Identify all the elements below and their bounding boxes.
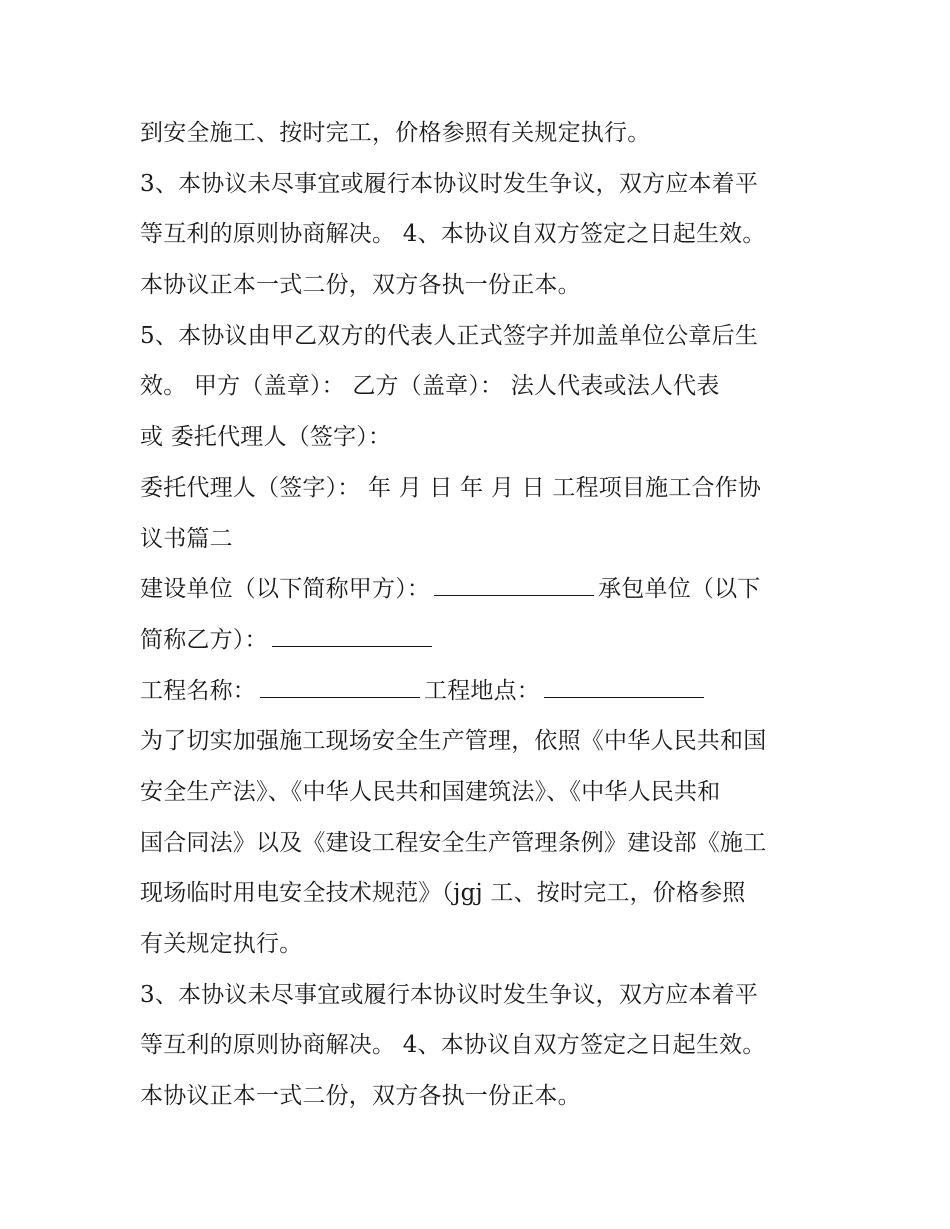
text-line: 本协议正本一式二份，双方各执一份正本。 bbox=[140, 272, 581, 299]
text-line: 议书篇二 bbox=[140, 525, 233, 552]
project-name-blank bbox=[260, 671, 420, 698]
construction-unit-label: 建设单位（以下简称甲方）： bbox=[140, 576, 431, 603]
contractor-unit-blank bbox=[272, 620, 432, 647]
form-line-units bbox=[140, 564, 830, 615]
contractor-unit-label: 承包单位（以下 bbox=[598, 576, 761, 603]
text-line: 委托代理人（签字）： 年 月 日 年 月 日 工程项目施工合作协 bbox=[140, 474, 762, 501]
text-line: 安全生产法》、《中华人民共和国建筑法》、《中华人民共和 bbox=[140, 778, 721, 805]
text-line: 现场临时用电安全技术规范》（jgj 工、按时完工，价格参照 bbox=[140, 880, 746, 907]
text-line: 到安全施工、按时完工，价格参照有关规定执行。 bbox=[140, 120, 651, 146]
project-location-blank bbox=[544, 671, 704, 698]
form-line-project bbox=[140, 666, 830, 717]
text-line: 本协议正本一式二份，双方各执一份正本。 bbox=[140, 1083, 581, 1110]
text-line: 3、本协议未尽事宜或履行本协议时发生争议，双方应本着平 bbox=[140, 981, 759, 1008]
text-line: 5、本协议由甲乙双方的代表人正式签字并加盖单位公章后生 bbox=[140, 322, 759, 349]
project-location-label: 工程地点： bbox=[424, 677, 540, 704]
construction-unit-blank bbox=[434, 569, 594, 596]
form-line-contractor bbox=[140, 615, 830, 666]
text-line: 为了切实加强施工现场安全生产管理，依照《中华人民共和国 bbox=[140, 728, 767, 755]
text-line: 有关规定执行。 bbox=[140, 931, 303, 957]
contractor-unit-label-cont: 简称乙方）： bbox=[140, 626, 268, 653]
document-body bbox=[140, 108, 830, 1122]
text-line: 效。 甲方（盖章）： 乙方（盖章）： 法人代表或法人代表 bbox=[140, 373, 720, 400]
text-line: 或 委托代理人（签字）： bbox=[140, 424, 392, 451]
text-line: 等互利的原则协商解决。 4、本协议自双方签定之日起生效。 bbox=[140, 221, 766, 248]
text-line: 国合同法》以及《建设工程安全生产管理条例》建设部《施工 bbox=[140, 829, 767, 856]
project-name-label: 工程名称： bbox=[140, 677, 256, 704]
text-line: 等互利的原则协商解决。 4、本协议自双方签定之日起生效。 bbox=[140, 1032, 766, 1059]
text-line: 3、本协议未尽事宜或履行本协议时发生争议，双方应本着平 bbox=[140, 170, 759, 197]
